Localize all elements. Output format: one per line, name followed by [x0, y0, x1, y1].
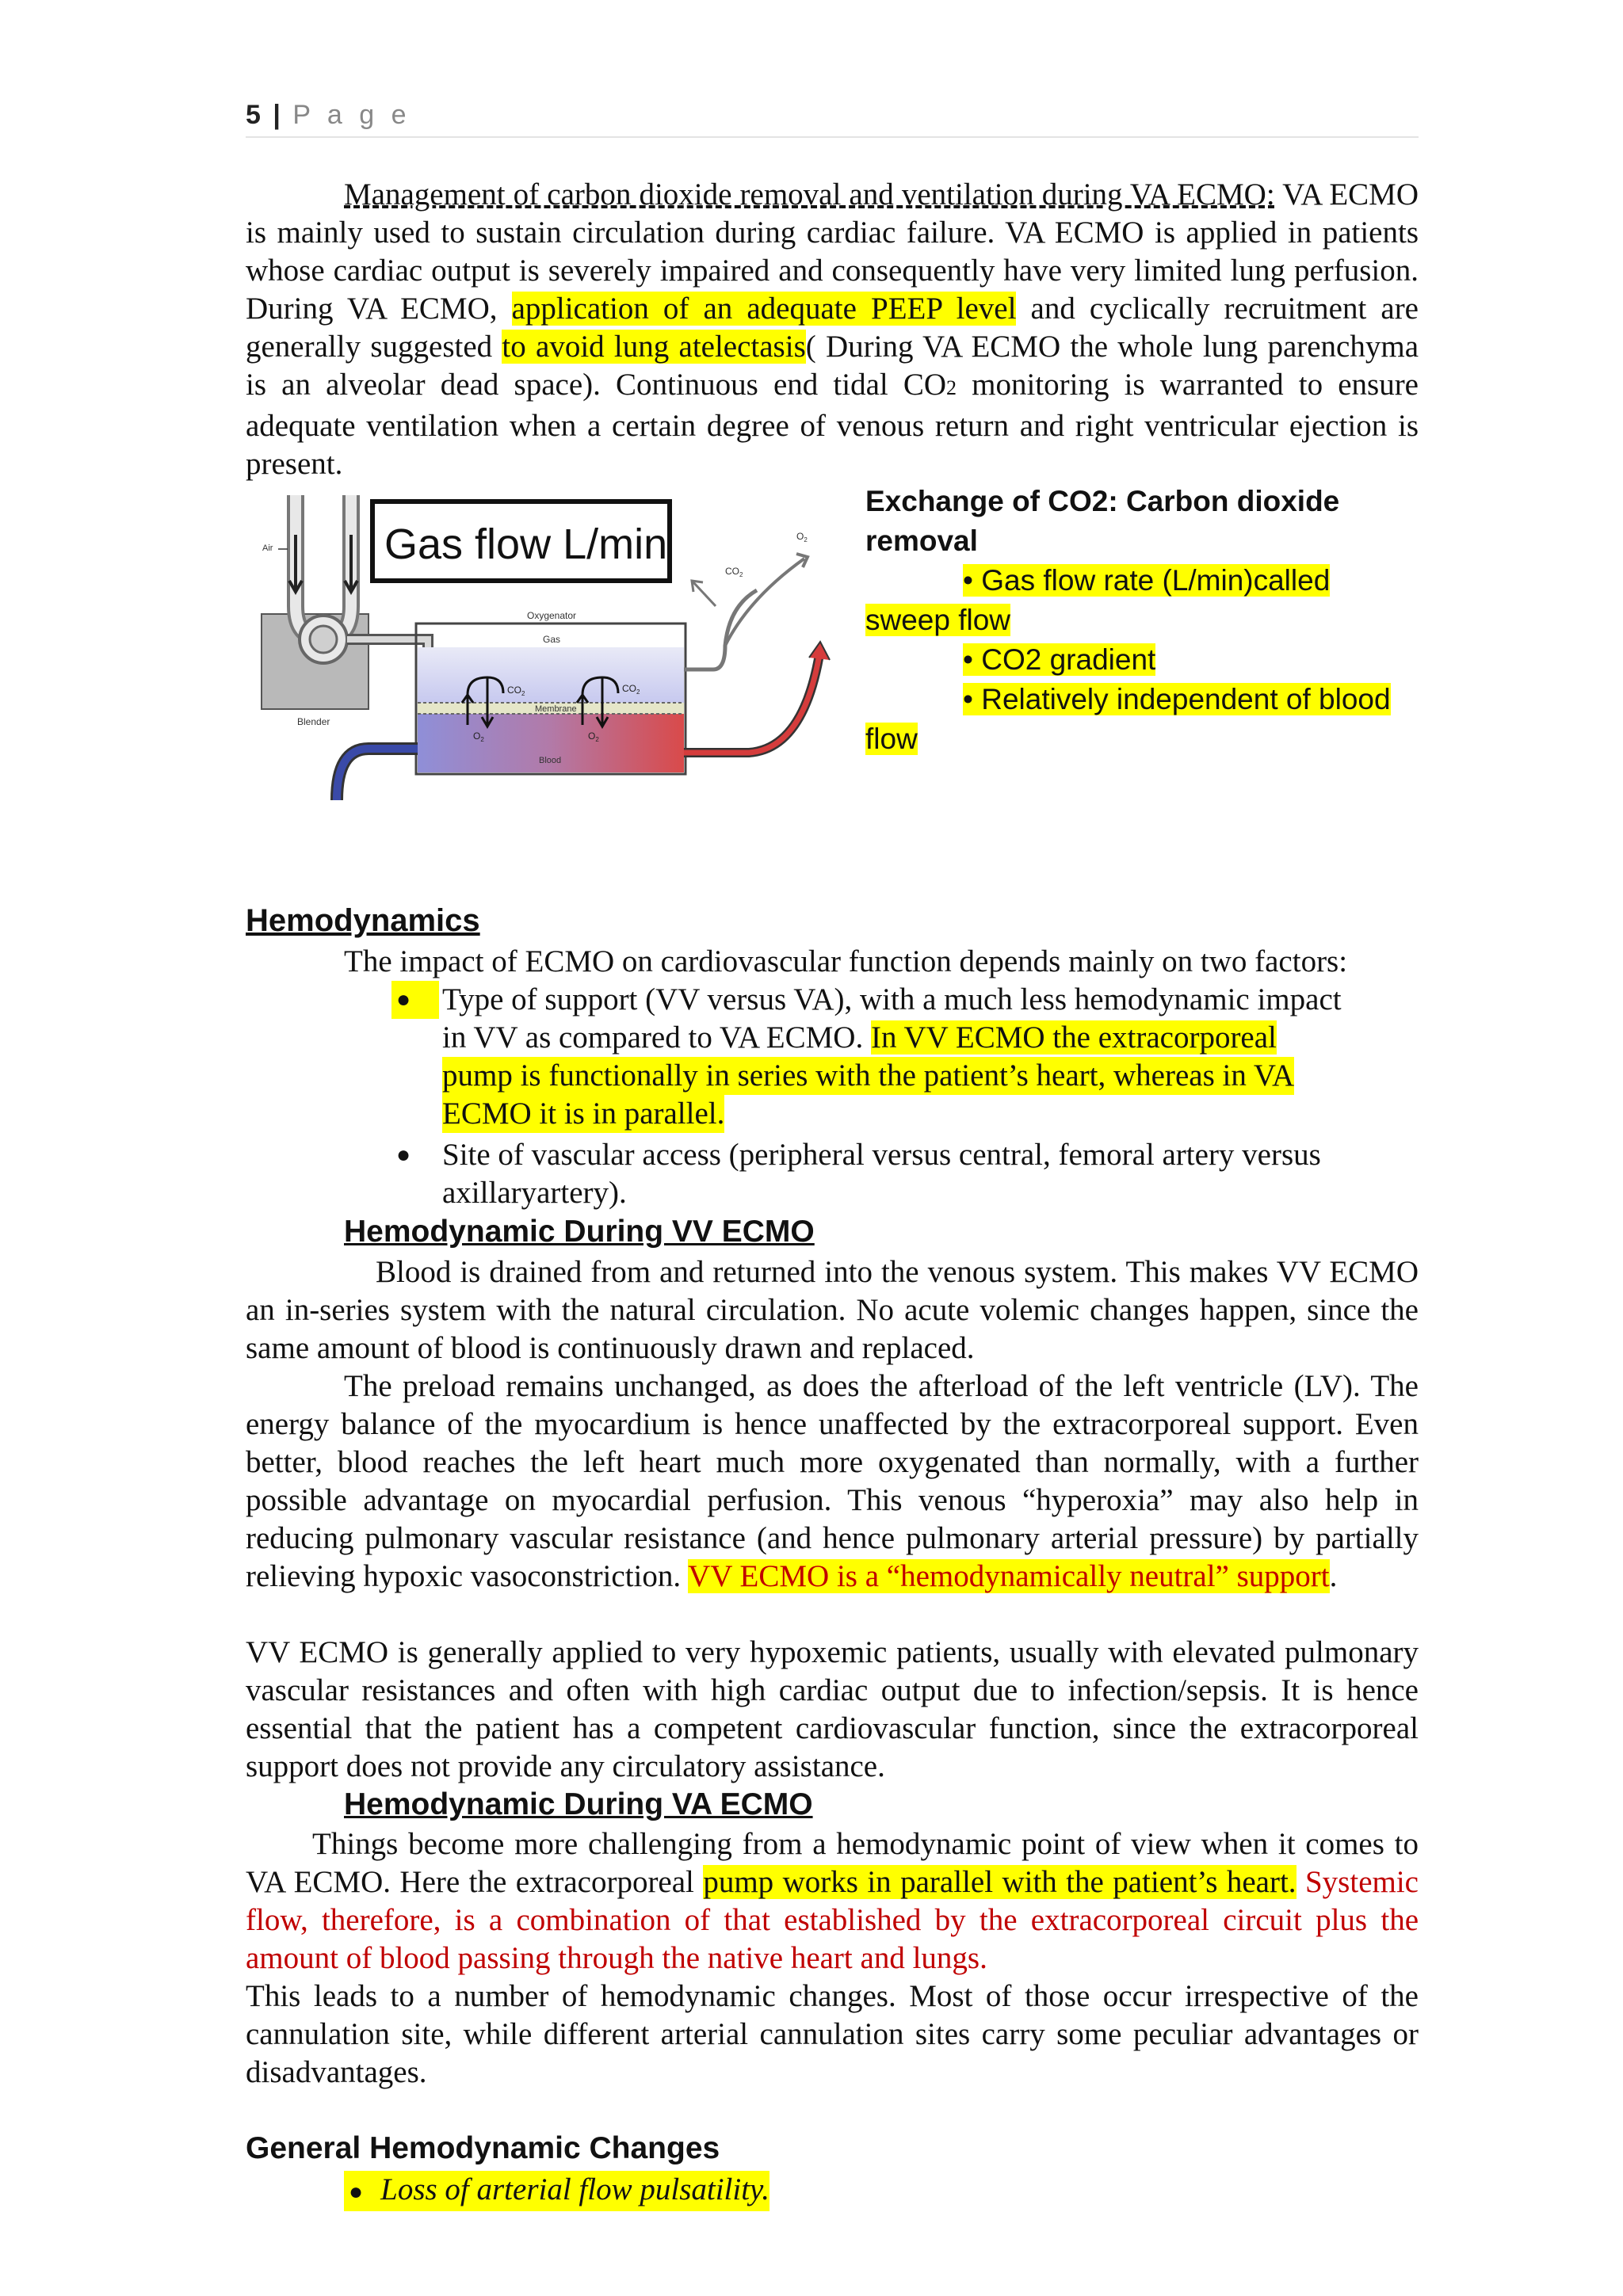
svg-text:CO2: $CO_2$ — [725, 566, 743, 578]
page-label: P a g e — [292, 100, 411, 130]
header-divider — [246, 136, 1419, 138]
paragraph-title: Management of carbon dioxide removal and ventilation during VA ECMO: — [344, 177, 1275, 212]
co2-item-text: • Gas flow rate (L/min)called sweep flow — [865, 564, 1331, 636]
hemo-bullet1-line4: ECMO it is in parallel. — [442, 1095, 724, 1133]
va-paragraph-2: This leads to a number of hemodynamic changes. Most of those occur irrespective of the cannulation site, while different arterial cannulation sites carry some peculiar advantages or disadvantages. — [246, 1979, 1419, 2089]
heading-hemodynamics: Hemodynamics — [246, 903, 480, 938]
text-run: ( During VA ECMO the whole lung parenchyma is an alveolar dead space). Continuous end tidal CO — [246, 330, 1419, 402]
vv-paragraph-3: VV ECMO is generally applied to very hypoxemic patients, usually with elevated pulmonary vascular resistances and often with high cardiac output due to infection/sepsis. It is hence essential that the patient has a competent cardiovascular function, since the extracorporeal support does not provide any circulatory assistance. — [246, 1635, 1419, 1783]
vv-paragraph-2: The preload remains unchanged, as does the afterload of the left ventricle (LV). The energy balance of the myocardium is hence unaffected by the extracorporeal support. Even better, blood reaches the left heart much more oxygenated than normally, with a further possible advantage on myocardial perfusion. This venous “hyperoxia” may also help in reducing pulmonary vascular resistance (and hence pulmonary arterial pressure) by partially relieving hypoxic vasoconstriction. VV ECMO is a “hemodynamically neutral” support. — [246, 1369, 1419, 1593]
text-run: monitoring is warranted to ensure adequate ventilation when a certain degree of venous return and right ventricular ejection is present. — [246, 368, 1419, 481]
svg-text:O2: $O_2$ — [796, 531, 808, 543]
text-run: VA ECMO is mainly used to sustain circulation during cardiac failure. VA ECMO is applied in patients whose cardiac output is severely impaired and consequently have very limited lung perfusion. During VA ECMO, — [246, 177, 1419, 326]
co2-box-title: Exchange of CO2: Carbon dioxide removal — [865, 485, 1340, 557]
co2-item-gradient — [865, 640, 1420, 680]
co2-item-sweep-flow — [865, 561, 1420, 640]
co2-exchange-box — [865, 482, 1420, 759]
va-paragraph-1: Things become more challenging from a hemodynamic point of view when it comes to VA ECMO. Here the extracorporeal pump works in parallel with the patient’s heart. Systemic flow, therefore, is a combination of that established by the extracorporeal circuit plus the amount of blood passing through the native heart and lungs. — [246, 1827, 1419, 1975]
highlight-peep: application of an adequate PEEP level — [511, 292, 1017, 326]
co2-item-text: • CO2 gradient — [963, 643, 1156, 676]
banner-text: Gas flow L/min — [384, 521, 668, 568]
page-header — [246, 100, 411, 131]
highlight-neutral-support: VV ECMO is a “hemodynamically neutral” support — [688, 1559, 1330, 1593]
highlight-atelectasis: to avoid lung atelectasis — [502, 330, 806, 364]
hemo-bullet1-line2: in VV as compared to VA ECMO. In VV ECMO the extracorporeal — [442, 1020, 1277, 1055]
highlight-parallel: pump works in parallel with the patient’s heart. — [703, 1865, 1296, 1899]
heading-general-changes: General Hemodynamic Changes — [246, 2131, 720, 2165]
bullet-icon: ● — [391, 981, 439, 1019]
bullet-icon: ● — [396, 1142, 411, 1168]
svg-text:CO2: $CO_2$ — [507, 685, 525, 697]
text-run: and cyclically recruitment are generally suggested — [246, 292, 1419, 364]
bullet-icon: ● — [349, 2179, 364, 2205]
label-air: Air — [262, 543, 273, 553]
svg-text:O2: $O_2$ — [473, 730, 484, 743]
label-membrane: Membrane — [535, 704, 577, 714]
general-bullet: ● Loss of arterial flow pulsatility. — [344, 2171, 769, 2211]
heading-vv-ecmo: Hemodynamic During VV ECMO — [344, 1215, 815, 1249]
paragraph-co2-removal — [246, 176, 1419, 483]
hemo-bullet1-line1: Type of support (VV versus VA), with a much less hemodynamic impact — [442, 982, 1342, 1016]
page-number: 5 — [246, 100, 261, 130]
label-oxygenator: Oxygenator — [527, 610, 577, 621]
label-blender: Blender — [297, 716, 330, 727]
label-blood: Blood — [539, 756, 562, 765]
hemo-intro: The impact of ECMO on cardiovascular function depends mainly on two factors: — [344, 944, 1348, 978]
subscript: 2 — [946, 376, 957, 399]
label-gas: Gas — [543, 634, 561, 645]
hemo-bullet2-line1: Site of vascular access (peripheral versus central, femoral artery versus — [442, 1138, 1321, 1172]
co2-item-text: • Relatively independent of blood flow — [865, 683, 1391, 755]
co2-item-independent — [865, 680, 1420, 759]
svg-text:CO2: $CO_2$ — [622, 683, 640, 696]
svg-text:O2: $O_2$ — [588, 730, 599, 743]
page-separator: | — [273, 100, 281, 130]
heading-va-ecmo: Hemodynamic During VA ECMO — [344, 1787, 813, 1821]
hemo-bullet2-line2: axillaryartery). — [442, 1176, 627, 1210]
vv-paragraph-1: Blood is drained from and returned into the venous system. This makes VV ECMO an in-series system with the natural circulation. No acute volemic changes happen, since the same amount of blood is continuously drawn and replaced. — [246, 1255, 1419, 1365]
oxygenator-diagram — [250, 487, 848, 800]
hemo-bullet1-line3: pump is functionally in series with the patient’s heart, whereas in VA — [442, 1057, 1294, 1095]
